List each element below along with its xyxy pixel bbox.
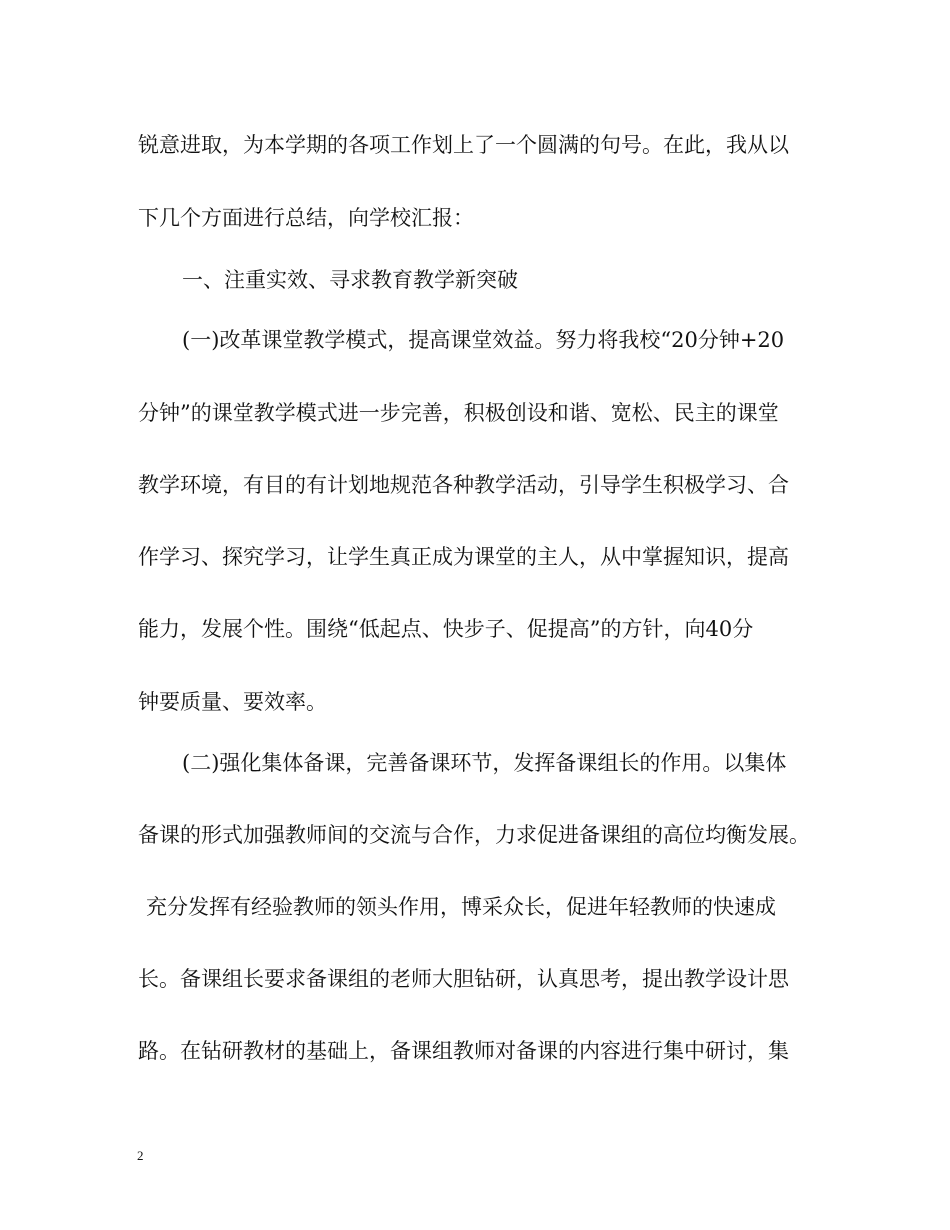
- page-number: 2: [137, 1148, 144, 1163]
- text-line-6: 教学环境，有目的有计划地规范各种教学活动，引导学生积极学习、合: [138, 473, 789, 497]
- text-line-12: 充分发挥有经验教师的领头作用，博采众长，促进年轻教师的快速成: [146, 895, 776, 919]
- text-line-9: 钟要质量、要效率。: [138, 690, 327, 714]
- text-line-4: (一)改革课堂教学模式，提高课堂效益。努力将我校“20分钟+20: [182, 328, 785, 352]
- text-line-5: 分钟”的课堂教学模式进一步完善，积极创设和谐、宽松、民主的课堂: [138, 401, 779, 425]
- text-line-1: 锐意进取，为本学期的各项工作划上了一个圆满的句号。在此，我从以: [138, 133, 789, 157]
- text-line-7: 作学习、探究学习，让学生真正成为课堂的主人，从中掌握知识，提高: [138, 545, 789, 569]
- section-heading: 一、注重实效、寻求教育教学新突破: [182, 268, 518, 292]
- text-line-13: 长。备课组长要求备课组的老师大胆钻研，认真思考，提出教学设计思: [138, 967, 789, 991]
- text-line-10: (二)强化集体备课，完善备课环节，发挥备课组长的作用。以集体: [182, 751, 787, 775]
- text-line-2: 下几个方面进行总结，向学校汇报：: [138, 206, 474, 230]
- text-line-8: 能力，发展个性。围绕“低起点、快步子、促提高”的方针，向40分: [138, 617, 754, 641]
- text-line-11: 备课的形式加强教师间的交流与合作，力求促进备课组的高位均衡发展。: [138, 823, 810, 847]
- text-line-14: 路。在钻研教材的基础上，备课组教师对备课的内容进行集中研讨，集: [138, 1039, 789, 1063]
